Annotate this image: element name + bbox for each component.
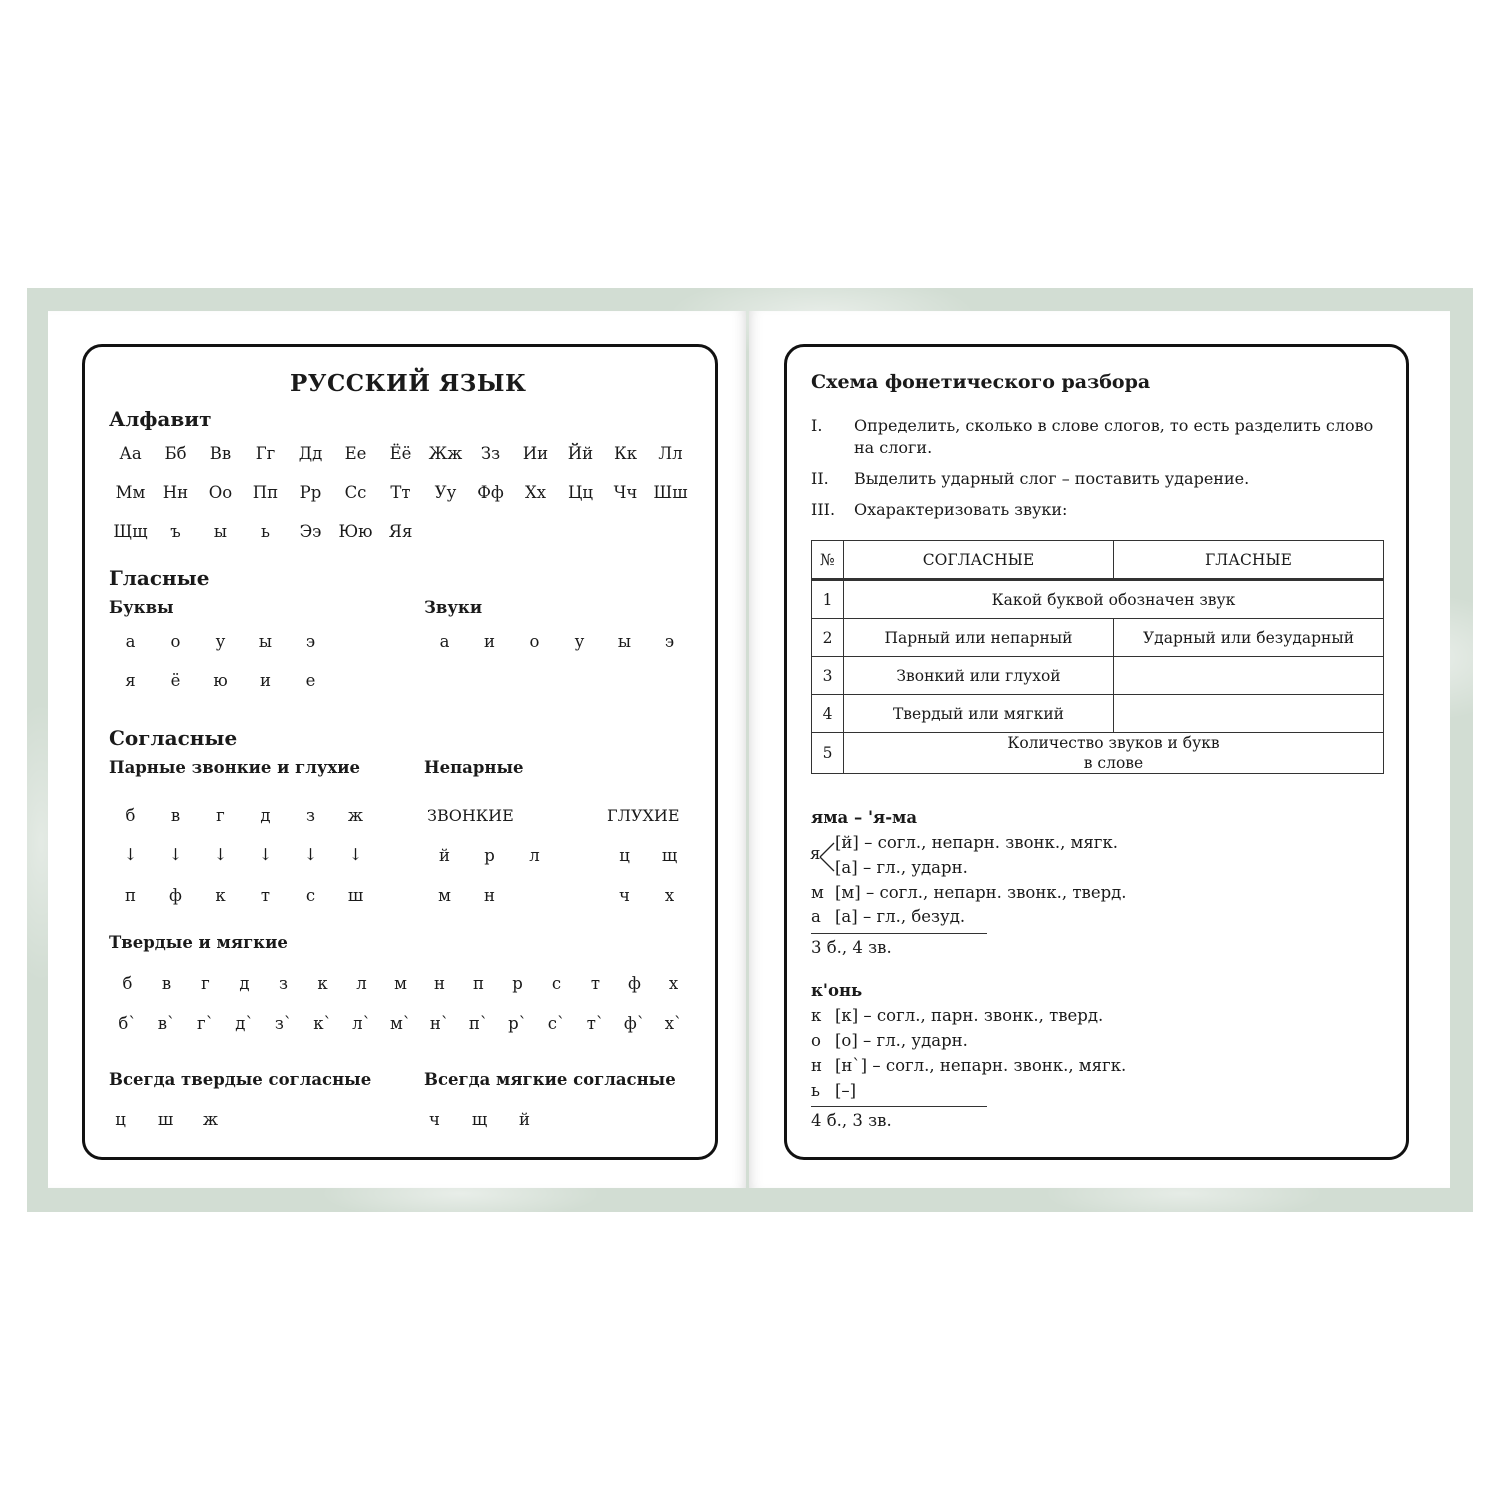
consonant-letter: д xyxy=(260,806,271,825)
example-1-total: 3 б., 4 зв. xyxy=(811,938,892,957)
table-row xyxy=(812,657,1384,695)
hard-consonant: д xyxy=(239,974,250,993)
table-cell xyxy=(1114,657,1384,695)
vowel-letter: э xyxy=(305,632,316,651)
vowel-letter: е xyxy=(305,671,316,690)
example-2-letter: о xyxy=(811,1031,821,1050)
consonant-letter: ц xyxy=(619,846,630,865)
soft-consonant: б` xyxy=(118,1014,137,1033)
example-1-line: [а] – гл., ударн. xyxy=(835,858,968,877)
page-title: РУССКИЙ ЯЗЫК xyxy=(290,370,527,397)
vowel-letter: ю xyxy=(213,671,228,690)
example-2-total: 4 б., 3 зв. xyxy=(811,1111,892,1130)
table-row xyxy=(812,733,1384,774)
arrow-down-icon: ↓ xyxy=(348,845,363,864)
soft-consonant: к` xyxy=(313,1014,332,1033)
soft-consonants-row xyxy=(108,1014,693,1033)
alphabet-letter: Оо xyxy=(208,483,233,502)
voiced-label: ЗВОНКИЕ xyxy=(427,806,514,825)
alphabet-letter: Ээ xyxy=(299,522,322,541)
soft-consonant: х` xyxy=(664,1014,683,1033)
alphabet-letter: Яя xyxy=(388,522,413,541)
consonant-letter: с xyxy=(305,886,316,905)
table-cell-line: в слове xyxy=(1083,754,1144,772)
vowel-letter: я xyxy=(125,671,136,690)
vowels-heading: Гласные xyxy=(109,566,210,590)
soft-consonant: м` xyxy=(389,1014,412,1033)
hard-consonant: в xyxy=(161,974,172,993)
alphabet-row-1 xyxy=(108,444,693,463)
soft-consonant: р` xyxy=(508,1014,527,1033)
hard-soft-label: Твердые и мягкие xyxy=(109,933,288,952)
table-row xyxy=(812,695,1384,733)
consonant-letter: з xyxy=(306,806,315,825)
example-2-letter: ь xyxy=(811,1081,820,1100)
left-reference-panel xyxy=(82,344,718,1160)
example-1-word: яма – 'я-ма xyxy=(811,808,918,827)
consonant-letter: л xyxy=(529,846,540,865)
table-cell: 1 xyxy=(812,580,844,619)
hard-consonant: б xyxy=(122,974,133,993)
table-header-consonants: СОГЛАСНЫЕ xyxy=(844,541,1114,580)
alphabet-letter: Тт xyxy=(390,483,411,502)
hard-consonant: м xyxy=(394,974,407,993)
soft-consonant: л` xyxy=(352,1014,371,1033)
vowel-letters-row-2 xyxy=(108,671,333,690)
paired-arrows-row xyxy=(108,845,378,864)
always-soft-label: Всегда мягкие согласные xyxy=(424,1070,676,1089)
consonant-letter: щ xyxy=(661,846,678,865)
table-row xyxy=(812,580,1384,619)
table-cell: 4 xyxy=(812,695,844,733)
alphabet-letter: Рр xyxy=(299,483,322,502)
alphabet-letter: ь xyxy=(261,522,270,541)
consonant-letter: к xyxy=(215,886,226,905)
arrow-down-icon: ↓ xyxy=(258,845,273,864)
hard-consonant: р xyxy=(512,974,523,993)
alphabet-letter: Уу xyxy=(434,483,457,502)
alphabet-letter: Мм xyxy=(115,483,146,502)
consonant-letter: ц xyxy=(115,1110,126,1129)
vowel-letter: и xyxy=(260,671,271,690)
arrow-down-icon: ↓ xyxy=(213,845,228,864)
table-cell xyxy=(844,733,1384,774)
hard-consonant: з xyxy=(279,974,288,993)
alphabet-letter: Шш xyxy=(653,483,688,502)
phonetic-table xyxy=(811,540,1384,774)
alphabet-letter: Ее xyxy=(344,444,367,463)
hard-consonant: п xyxy=(473,974,484,993)
example-2-line: [к] – согл., парн. звонк., тверд. xyxy=(835,1006,1104,1025)
alphabet-heading: Алфавит xyxy=(109,407,212,431)
step-3-number: III. xyxy=(811,500,836,519)
vowel-sound: а xyxy=(439,632,450,651)
table-header-number: № xyxy=(812,541,844,580)
vowel-letters-row-1 xyxy=(108,632,333,651)
consonant-letter: н xyxy=(484,886,495,905)
alphabet-letter: Лл xyxy=(658,444,683,463)
example-1-line: [й] – согл., непарн. звонк., мягк. xyxy=(835,833,1119,852)
arrow-down-icon: ↓ xyxy=(123,845,138,864)
alphabet-letter: Йй xyxy=(567,444,594,463)
consonant-letter: й xyxy=(519,1110,530,1129)
unpaired-voiced-row-1 xyxy=(422,846,557,865)
consonant-letter: ч xyxy=(619,886,630,905)
step-2-text: Выделить ударный слог – поставить ударение. xyxy=(854,469,1250,488)
vowel-letters-label: Буквы xyxy=(109,598,174,617)
example-1-letter: а xyxy=(811,907,821,926)
unpaired-voiced-row-2 xyxy=(422,886,512,905)
hard-consonant: х xyxy=(668,974,679,993)
hard-consonants-row xyxy=(108,974,693,993)
vowel-sound: о xyxy=(529,632,540,651)
alphabet-letter: Пп xyxy=(252,483,279,502)
alphabet-letter: Вв xyxy=(209,444,232,463)
table-header-row xyxy=(812,541,1384,580)
table-header-vowels: ГЛАСНЫЕ xyxy=(1114,541,1384,580)
step-3-text: Охарактеризовать звуки: xyxy=(854,500,1068,519)
unpaired-consonants-label: Непарные xyxy=(424,758,524,777)
alphabet-letter: Дд xyxy=(298,444,323,463)
soft-consonant: з` xyxy=(274,1014,293,1033)
step-1-text-cont: на слоги. xyxy=(854,438,933,457)
alphabet-letter: Жж xyxy=(428,444,463,463)
vowel-letter: ы xyxy=(258,632,273,651)
phonetic-scheme-title: Схема фонетического разбора xyxy=(811,371,1151,393)
paired-consonants-label: Парные звонкие и глухие xyxy=(109,758,361,777)
table-cell: Какой буквой обозначен звук xyxy=(844,580,1384,619)
table-cell: Звонкий или глухой xyxy=(844,657,1114,695)
soft-consonant: ф` xyxy=(623,1014,646,1033)
alphabet-letter: Кк xyxy=(613,444,638,463)
table-cell-line: Количество звуков и букв xyxy=(1007,734,1220,752)
paired-voiced-row xyxy=(108,806,378,825)
always-soft-row xyxy=(412,1110,547,1129)
step-1-number: I. xyxy=(811,416,823,435)
table-cell: 3 xyxy=(812,657,844,695)
consonant-letter: й xyxy=(439,846,450,865)
alphabet-letter: Зз xyxy=(480,444,501,463)
soft-consonant: г` xyxy=(197,1014,214,1033)
divider xyxy=(811,1106,987,1107)
vowel-letter: о xyxy=(170,632,181,651)
alphabet-row-2 xyxy=(108,483,693,502)
consonant-letter: ч xyxy=(429,1110,440,1129)
vowel-letter: ё xyxy=(170,671,181,690)
example-2-word: к'онь xyxy=(811,981,863,1000)
table-cell: Твердый или мягкий xyxy=(844,695,1114,733)
alphabet-letter: Хх xyxy=(524,483,547,502)
table-cell: 5 xyxy=(812,733,844,774)
consonant-letter: б xyxy=(125,806,136,825)
vowel-sounds-row xyxy=(422,632,692,651)
voiceless-label: ГЛУХИЕ xyxy=(607,806,680,825)
consonant-letter: ш xyxy=(157,1110,174,1129)
table-row xyxy=(812,619,1384,657)
unpaired-voiceless-row-1 xyxy=(602,846,692,865)
consonant-letter: р xyxy=(484,846,495,865)
consonant-letter: ф xyxy=(169,886,182,905)
alphabet-letter: Фф xyxy=(477,483,504,502)
vowel-sound: э xyxy=(664,632,675,651)
example-1-letter-ya: я xyxy=(810,844,821,863)
example-1-letter: м xyxy=(811,883,824,902)
alphabet-letter: Ии xyxy=(522,444,549,463)
vowel-letter: у xyxy=(215,632,226,651)
example-2-letter: н xyxy=(811,1056,822,1075)
hard-consonant: ф xyxy=(628,974,641,993)
alphabet-letter: Аа xyxy=(119,444,142,463)
example-2-line: [н`] – согл., непарн. звонк., мягк. xyxy=(835,1056,1127,1075)
alphabet-letter: Ёё xyxy=(389,444,412,463)
example-1-line: [а] – гл., безуд. xyxy=(835,907,966,926)
consonant-letter: в xyxy=(170,806,181,825)
alphabet-letter: ъ xyxy=(170,522,181,541)
table-cell: Парный или непарный xyxy=(844,619,1114,657)
hard-consonant: н xyxy=(434,974,445,993)
paired-voiceless-row xyxy=(108,886,378,905)
always-hard-row xyxy=(98,1110,233,1129)
alphabet-letter: Юю xyxy=(338,522,373,541)
divider xyxy=(811,933,987,934)
example-2-line: [–] xyxy=(835,1081,857,1100)
vowel-sound: ы xyxy=(617,632,632,651)
table-cell: Ударный или безударный xyxy=(1114,619,1384,657)
consonant-letter: ж xyxy=(202,1110,219,1129)
arrow-down-icon: ↓ xyxy=(303,845,318,864)
soft-consonant: в` xyxy=(157,1014,176,1033)
vowel-sound: у xyxy=(574,632,585,651)
vowel-sounds-label: Звуки xyxy=(424,598,483,617)
soft-consonant: с` xyxy=(547,1014,566,1033)
example-2-line: [о] – гл., ударн. xyxy=(835,1031,968,1050)
table-cell: 2 xyxy=(812,619,844,657)
hard-consonant: г xyxy=(201,974,210,993)
consonant-letter: т xyxy=(260,886,271,905)
hard-consonant: с xyxy=(551,974,562,993)
arrow-down-icon: ↓ xyxy=(168,845,183,864)
alphabet-row-3 xyxy=(108,522,423,541)
example-1-line: [м] – согл., непарн. звонк., тверд. xyxy=(835,883,1127,902)
hard-consonant: к xyxy=(317,974,328,993)
soft-consonant: н` xyxy=(429,1014,450,1033)
always-hard-label: Всегда твердые согласные xyxy=(109,1070,372,1089)
alphabet-letter: Бб xyxy=(164,444,187,463)
alphabet-letter: Цц xyxy=(568,483,593,502)
consonant-letter: х xyxy=(664,886,675,905)
consonant-letter: п xyxy=(125,886,136,905)
unpaired-voiceless-row-2 xyxy=(602,886,692,905)
step-2-number: II. xyxy=(811,469,829,488)
soft-consonant: т` xyxy=(586,1014,605,1033)
table-cell xyxy=(1114,695,1384,733)
soft-consonant: п` xyxy=(468,1014,489,1033)
vowel-sound: и xyxy=(484,632,495,651)
vowel-letter: а xyxy=(125,632,136,651)
alphabet-letter: Гг xyxy=(255,444,276,463)
consonant-letter: м xyxy=(438,886,451,905)
alphabet-letter: Сс xyxy=(344,483,367,502)
example-2-letter: к xyxy=(811,1006,822,1025)
hard-consonant: л xyxy=(356,974,367,993)
consonant-letter: щ xyxy=(471,1110,488,1129)
soft-consonant: д` xyxy=(235,1014,254,1033)
hard-consonant: т xyxy=(590,974,601,993)
alphabet-letter: Чч xyxy=(613,483,638,502)
alphabet-letter: Нн xyxy=(162,483,189,502)
alphabet-letter: Щщ xyxy=(113,522,148,541)
consonants-heading: Согласные xyxy=(109,726,238,750)
consonant-letter: ж xyxy=(347,806,364,825)
step-1-text: Определить, сколько в слове слогов, то есть разделить слово xyxy=(854,416,1374,435)
consonant-letter: г xyxy=(216,806,225,825)
consonant-letter: ш xyxy=(347,886,364,905)
alphabet-letter: ы xyxy=(213,522,228,541)
